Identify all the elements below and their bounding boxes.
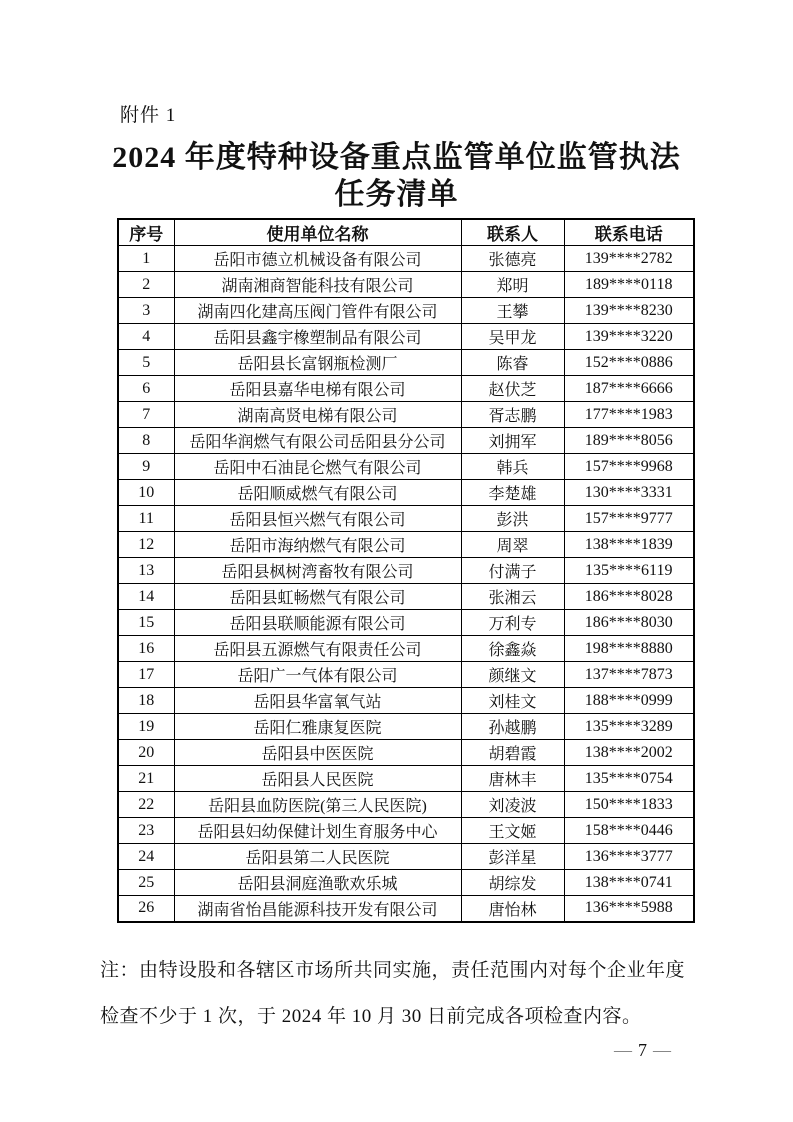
- footnote-line1: 注：由特设股和各辖区市场所共同实施，责任范围内对每个企业年度: [100, 960, 686, 981]
- cell-phone: 186****8030: [564, 610, 694, 636]
- cell-name: 岳阳县鑫宇橡塑制品有限公司: [174, 324, 461, 350]
- cell-contact: 赵伏芝: [461, 376, 564, 402]
- cell-name: 岳阳顺威燃气有限公司: [174, 480, 461, 506]
- cell-phone: 130****3331: [564, 480, 694, 506]
- table-row: [118, 844, 694, 870]
- table-row: [118, 272, 694, 298]
- cell-name: 岳阳中石油昆仑燃气有限公司: [174, 454, 461, 480]
- page-title: [0, 139, 793, 213]
- cell-name: 岳阳县华富氧气站: [174, 688, 461, 714]
- cell-no: 13: [118, 558, 174, 584]
- attachment-label: 附件 1: [120, 105, 177, 126]
- table-header-row: [118, 219, 694, 246]
- header-phone: 联系电话: [564, 219, 694, 246]
- table-row: [118, 324, 694, 350]
- cell-contact: 韩兵: [461, 454, 564, 480]
- cell-no: 6: [118, 376, 174, 402]
- table-row: [118, 636, 694, 662]
- table-row: [118, 246, 694, 272]
- cell-name: 岳阳县中医医院: [174, 740, 461, 766]
- table-row: [118, 818, 694, 844]
- cell-name: 岳阳县洞庭渔歌欢乐城: [174, 870, 461, 896]
- cell-contact: 周翠: [461, 532, 564, 558]
- cell-phone: 186****8028: [564, 584, 694, 610]
- cell-no: 5: [118, 350, 174, 376]
- table-row: [118, 714, 694, 740]
- cell-no: 21: [118, 766, 174, 792]
- cell-no: 1: [118, 246, 174, 272]
- cell-contact: 张德亮: [461, 246, 564, 272]
- cell-no: 9: [118, 454, 174, 480]
- cell-phone: 138****1839: [564, 532, 694, 558]
- cell-no: 24: [118, 844, 174, 870]
- cell-phone: 157****9968: [564, 454, 694, 480]
- cell-name: 岳阳县联顺能源有限公司: [174, 610, 461, 636]
- table-row: [118, 870, 694, 896]
- cell-contact: 彭洪: [461, 506, 564, 532]
- cell-phone: 157****9777: [564, 506, 694, 532]
- header-no: 序号: [118, 219, 174, 246]
- cell-no: 10: [118, 480, 174, 506]
- cell-contact: 郑明: [461, 272, 564, 298]
- cell-name: 岳阳县人民医院: [174, 766, 461, 792]
- cell-phone: 188****0999: [564, 688, 694, 714]
- cell-contact: 付满子: [461, 558, 564, 584]
- cell-name: 岳阳县恒兴燃气有限公司: [174, 506, 461, 532]
- cell-name: 岳阳县血防医院(第三人民医院): [174, 792, 461, 818]
- page-number-dash-left: —: [614, 1040, 632, 1060]
- cell-phone: 136****5988: [564, 896, 694, 922]
- cell-phone: 138****2002: [564, 740, 694, 766]
- cell-phone: 189****0118: [564, 272, 694, 298]
- cell-phone: 135****6119: [564, 558, 694, 584]
- supervision-task-table: [117, 218, 695, 923]
- page-number: [560, 1040, 725, 1061]
- table-row: [118, 532, 694, 558]
- cell-phone: 137****7873: [564, 662, 694, 688]
- footnote: [100, 948, 694, 1040]
- cell-phone: 150****1833: [564, 792, 694, 818]
- cell-name: 岳阳仁雅康复医院: [174, 714, 461, 740]
- cell-name: 岳阳县长富钢瓶检测厂: [174, 350, 461, 376]
- table-row: [118, 428, 694, 454]
- cell-phone: 177****1983: [564, 402, 694, 428]
- cell-contact: 胥志鹏: [461, 402, 564, 428]
- footnote-line2: 检查不少于 1 次，于 2024 年 10 月 30 日前完成各项检查内容。: [100, 1006, 642, 1027]
- cell-phone: 152****0886: [564, 350, 694, 376]
- page-number-value: 7: [638, 1040, 647, 1060]
- cell-no: 15: [118, 610, 174, 636]
- cell-no: 12: [118, 532, 174, 558]
- cell-contact: 颜继文: [461, 662, 564, 688]
- cell-no: 26: [118, 896, 174, 922]
- cell-no: 14: [118, 584, 174, 610]
- cell-name: 岳阳县嘉华电梯有限公司: [174, 376, 461, 402]
- cell-contact: 胡碧霞: [461, 740, 564, 766]
- cell-contact: 刘桂文: [461, 688, 564, 714]
- cell-name: 湖南省怡昌能源科技开发有限公司: [174, 896, 461, 922]
- cell-phone: 139****2782: [564, 246, 694, 272]
- cell-phone: 187****6666: [564, 376, 694, 402]
- page-title-line2: 任务清单: [334, 178, 459, 211]
- cell-no: 17: [118, 662, 174, 688]
- table-row: [118, 480, 694, 506]
- cell-phone: 135****0754: [564, 766, 694, 792]
- table-header: [118, 219, 694, 246]
- cell-name: 岳阳县五源燃气有限责任公司: [174, 636, 461, 662]
- table-row: [118, 740, 694, 766]
- cell-no: 8: [118, 428, 174, 454]
- cell-name: 湖南高贤电梯有限公司: [174, 402, 461, 428]
- table-row: [118, 792, 694, 818]
- cell-name: 湖南湘商智能科技有限公司: [174, 272, 461, 298]
- cell-contact: 张湘云: [461, 584, 564, 610]
- table-row: [118, 454, 694, 480]
- cell-phone: 135****3289: [564, 714, 694, 740]
- cell-contact: 唐怡林: [461, 896, 564, 922]
- cell-contact: 刘拥军: [461, 428, 564, 454]
- cell-no: 22: [118, 792, 174, 818]
- table-row: [118, 766, 694, 792]
- cell-name: 岳阳县妇幼保健计划生育服务中心: [174, 818, 461, 844]
- table-row: [118, 402, 694, 428]
- cell-phone: 139****8230: [564, 298, 694, 324]
- page-number-dash-right: —: [653, 1040, 671, 1060]
- cell-name: 岳阳华润燃气有限公司岳阳县分公司: [174, 428, 461, 454]
- cell-phone: 139****3220: [564, 324, 694, 350]
- cell-name: 岳阳县枫树湾畜牧有限公司: [174, 558, 461, 584]
- cell-name: 岳阳县第二人民医院: [174, 844, 461, 870]
- cell-contact: 刘凌波: [461, 792, 564, 818]
- header-contact: 联系人: [461, 219, 564, 246]
- cell-no: 2: [118, 272, 174, 298]
- cell-no: 11: [118, 506, 174, 532]
- table-row: [118, 558, 694, 584]
- cell-contact: 王攀: [461, 298, 564, 324]
- cell-contact: 李楚雄: [461, 480, 564, 506]
- cell-no: 25: [118, 870, 174, 896]
- cell-name: 岳阳市海纳燃气有限公司: [174, 532, 461, 558]
- table-row: [118, 662, 694, 688]
- cell-no: 23: [118, 818, 174, 844]
- cell-no: 4: [118, 324, 174, 350]
- cell-phone: 158****0446: [564, 818, 694, 844]
- cell-name: 岳阳市德立机械设备有限公司: [174, 246, 461, 272]
- table-row: [118, 584, 694, 610]
- cell-contact: 陈睿: [461, 350, 564, 376]
- table-row: [118, 896, 694, 922]
- cell-no: 18: [118, 688, 174, 714]
- cell-contact: 王文姬: [461, 818, 564, 844]
- cell-no: 20: [118, 740, 174, 766]
- cell-phone: 136****3777: [564, 844, 694, 870]
- cell-phone: 138****0741: [564, 870, 694, 896]
- cell-contact: 吴甲龙: [461, 324, 564, 350]
- cell-name: 岳阳广一气体有限公司: [174, 662, 461, 688]
- cell-name: 湖南四化建高压阀门管件有限公司: [174, 298, 461, 324]
- table-row: [118, 610, 694, 636]
- cell-phone: 198****8880: [564, 636, 694, 662]
- cell-phone: 189****8056: [564, 428, 694, 454]
- table-row: [118, 350, 694, 376]
- cell-name: 岳阳县虹畅燃气有限公司: [174, 584, 461, 610]
- cell-no: 19: [118, 714, 174, 740]
- cell-contact: 万利专: [461, 610, 564, 636]
- cell-contact: 徐鑫焱: [461, 636, 564, 662]
- page-title-line1: 2024 年度特种设备重点监管单位监管执法: [112, 141, 681, 174]
- cell-contact: 唐林丰: [461, 766, 564, 792]
- cell-contact: 彭洋星: [461, 844, 564, 870]
- table-row: [118, 298, 694, 324]
- table-row: [118, 376, 694, 402]
- table-row: [118, 506, 694, 532]
- cell-no: 7: [118, 402, 174, 428]
- table-body: [118, 246, 694, 922]
- header-name: 使用单位名称: [174, 219, 461, 246]
- cell-no: 16: [118, 636, 174, 662]
- cell-contact: 孙越鹏: [461, 714, 564, 740]
- table-row: [118, 688, 694, 714]
- cell-contact: 胡综发: [461, 870, 564, 896]
- cell-no: 3: [118, 298, 174, 324]
